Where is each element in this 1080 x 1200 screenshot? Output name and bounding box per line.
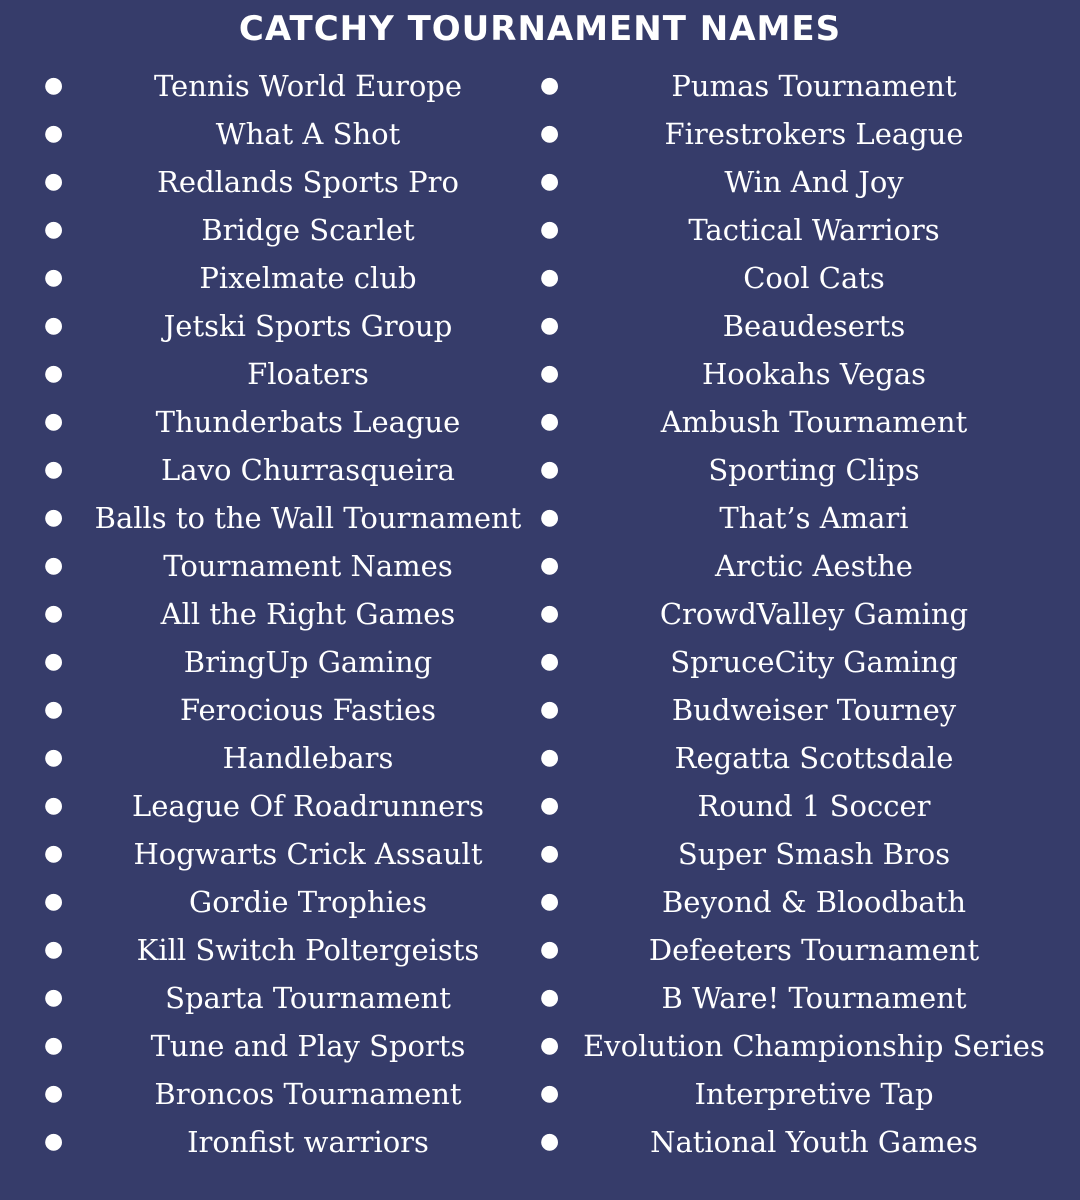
list-item-label: Interpretive Tap	[694, 1077, 934, 1111]
list-item-label: League Of Roadrunners	[131, 789, 484, 823]
list-item-label: Evolution Championship Series	[583, 1029, 1045, 1063]
list-item-label: Tennis World Europe	[153, 69, 463, 103]
list-item-label: Super Smash Bros	[677, 837, 951, 871]
list-item-label: Beyond & Bloodbath	[661, 885, 967, 919]
list-item-label: National Youth Games	[650, 1125, 978, 1159]
bullet-icon: ●	[540, 313, 560, 338]
list-item-label: Hookahs Vegas	[701, 357, 927, 391]
bullet-icon: ●	[44, 409, 64, 434]
bullet-icon: ●	[540, 841, 560, 866]
bullet-icon: ●	[44, 169, 64, 194]
left-name-list	[0, 62, 540, 1166]
list-item-label: Bridge Scarlet	[201, 213, 415, 247]
bullet-icon: ●	[540, 409, 560, 434]
bullet-icon: ●	[44, 937, 64, 962]
bullet-icon: ●	[44, 697, 64, 722]
list-item-label: Pumas Tournament	[671, 69, 957, 103]
list-item	[0, 398, 540, 446]
list-item	[540, 638, 1080, 686]
list-item	[540, 254, 1080, 302]
list-item-label: Handlebars	[222, 741, 394, 775]
list-item	[0, 782, 540, 830]
list-item-label: Firestrokers League	[664, 117, 964, 151]
list-item-label: Tactical Warriors	[688, 213, 940, 247]
list-item-label: BringUp Gaming	[183, 645, 433, 679]
list-item-label: B Ware! Tournament	[661, 981, 967, 1015]
list-item-label: All the Right Games	[160, 597, 456, 631]
bullet-icon: ●	[540, 1129, 560, 1154]
list-item	[540, 542, 1080, 590]
list-item-label: Gordie Trophies	[189, 885, 427, 919]
list-item-label: CrowdValley Gaming	[659, 597, 969, 631]
list-item	[0, 686, 540, 734]
list-item	[540, 1022, 1080, 1070]
list-item	[540, 302, 1080, 350]
bullet-icon: ●	[540, 793, 560, 818]
list-item-label: Pixelmate club	[199, 261, 417, 295]
bullet-icon: ●	[540, 649, 560, 674]
bullet-icon: ●	[540, 217, 560, 242]
list-item	[540, 734, 1080, 782]
list-item	[540, 62, 1080, 110]
list-item-label: Redlands Sports Pro	[157, 165, 459, 199]
list-item-label: Sparta Tournament	[165, 981, 451, 1015]
bullet-icon: ●	[540, 73, 560, 98]
bullet-icon: ●	[540, 601, 560, 626]
list-item	[540, 782, 1080, 830]
bullet-icon: ●	[44, 985, 64, 1010]
list-item-label: Ambush Tournament	[660, 405, 968, 439]
list-item-label: That’s Amari	[719, 501, 909, 535]
bullet-icon: ●	[44, 361, 64, 386]
list-item-label: What A Shot	[215, 117, 401, 151]
list-item	[0, 1022, 540, 1070]
bullet-icon: ●	[540, 265, 560, 290]
list-item	[0, 446, 540, 494]
bullet-icon: ●	[44, 217, 64, 242]
bullet-icon: ●	[44, 313, 64, 338]
list-item	[0, 158, 540, 206]
bullet-icon: ●	[44, 553, 64, 578]
list-item-label: Regatta Scottsdale	[674, 741, 954, 775]
bullet-icon: ●	[540, 361, 560, 386]
bullet-icon: ●	[44, 889, 64, 914]
list-item	[0, 638, 540, 686]
list-item	[540, 1118, 1080, 1166]
list-item-label: Round 1 Soccer	[697, 789, 931, 823]
list-item-label: Thunderbats League	[155, 405, 461, 439]
list-item	[540, 206, 1080, 254]
list-item	[0, 974, 540, 1022]
list-item-label: Balls to the Wall Tournament	[94, 501, 522, 535]
list-item	[540, 974, 1080, 1022]
list-item	[540, 110, 1080, 158]
bullet-icon: ●	[44, 1129, 64, 1154]
list-item-label: Kill Switch Poltergeists	[136, 933, 480, 967]
bullet-icon: ●	[44, 841, 64, 866]
list-item	[0, 110, 540, 158]
list-item-label: Tournament Names	[163, 549, 453, 583]
list-item	[540, 398, 1080, 446]
list-item	[540, 926, 1080, 974]
list-item	[0, 830, 540, 878]
list-item-label: Cool Cats	[743, 261, 885, 295]
list-item-label: Floaters	[247, 357, 369, 391]
list-item-label: Beaudeserts	[722, 309, 906, 343]
list-item-label: Ferocious Fasties	[179, 693, 437, 727]
list-item	[0, 302, 540, 350]
list-item	[540, 830, 1080, 878]
list-item	[0, 542, 540, 590]
bullet-icon: ●	[540, 745, 560, 770]
list-item-label: Tune and Play Sports	[150, 1029, 466, 1063]
bullet-icon: ●	[540, 985, 560, 1010]
bullet-icon: ●	[540, 1033, 560, 1058]
page-title: CATCHY TOURNAMENT NAMES	[238, 9, 842, 49]
list-item-label: Sporting Clips	[708, 453, 920, 487]
list-item	[0, 254, 540, 302]
bullet-icon: ●	[44, 745, 64, 770]
bullet-icon: ●	[540, 553, 560, 578]
list-item	[540, 494, 1080, 542]
list-item	[0, 494, 540, 542]
list-item	[0, 926, 540, 974]
bullet-icon: ●	[540, 889, 560, 914]
list-item-label: Win And Joy	[724, 165, 904, 199]
bullet-icon: ●	[540, 121, 560, 146]
bullet-icon: ●	[44, 649, 64, 674]
list-item-label: Arctic Aesthe	[715, 549, 913, 583]
right-name-list	[540, 62, 1080, 1166]
list-item-label: Broncos Tournament	[154, 1077, 462, 1111]
list-item	[0, 878, 540, 926]
bullet-icon: ●	[44, 793, 64, 818]
list-item	[540, 1070, 1080, 1118]
list-item	[0, 590, 540, 638]
list-item	[540, 878, 1080, 926]
list-item	[540, 686, 1080, 734]
bullet-icon: ●	[540, 937, 560, 962]
list-item-label: Hogwarts Crick Assault	[133, 837, 483, 871]
list-item	[540, 350, 1080, 398]
list-item-label: SpruceCity Gaming	[670, 645, 958, 679]
bullet-icon: ●	[44, 1081, 64, 1106]
bullet-icon: ●	[540, 697, 560, 722]
bullet-icon: ●	[540, 1081, 560, 1106]
list-item	[540, 446, 1080, 494]
list-item	[0, 734, 540, 782]
bullet-icon: ●	[44, 601, 64, 626]
list-item-label: Lavo Churrasqueira	[161, 453, 455, 487]
bullet-icon: ●	[540, 505, 560, 530]
bullet-icon: ●	[44, 505, 64, 530]
list-item	[0, 1118, 540, 1166]
list-item	[540, 590, 1080, 638]
bullet-icon: ●	[44, 121, 64, 146]
bullet-icon: ●	[44, 73, 64, 98]
list-item	[0, 350, 540, 398]
list-item	[540, 158, 1080, 206]
bullet-icon: ●	[540, 457, 560, 482]
bullet-icon: ●	[44, 457, 64, 482]
list-item	[0, 62, 540, 110]
list-item-label: Ironfist warriors	[187, 1125, 429, 1159]
bullet-icon: ●	[44, 1033, 64, 1058]
list-item	[0, 1070, 540, 1118]
bullet-icon: ●	[44, 265, 64, 290]
list-item-label: Jetski Sports Group	[163, 309, 453, 343]
list-item-label: Defeeters Tournament	[648, 933, 980, 967]
bullet-icon: ●	[540, 169, 560, 194]
list-item	[0, 206, 540, 254]
list-item-label: Budweiser Tourney	[671, 693, 957, 727]
